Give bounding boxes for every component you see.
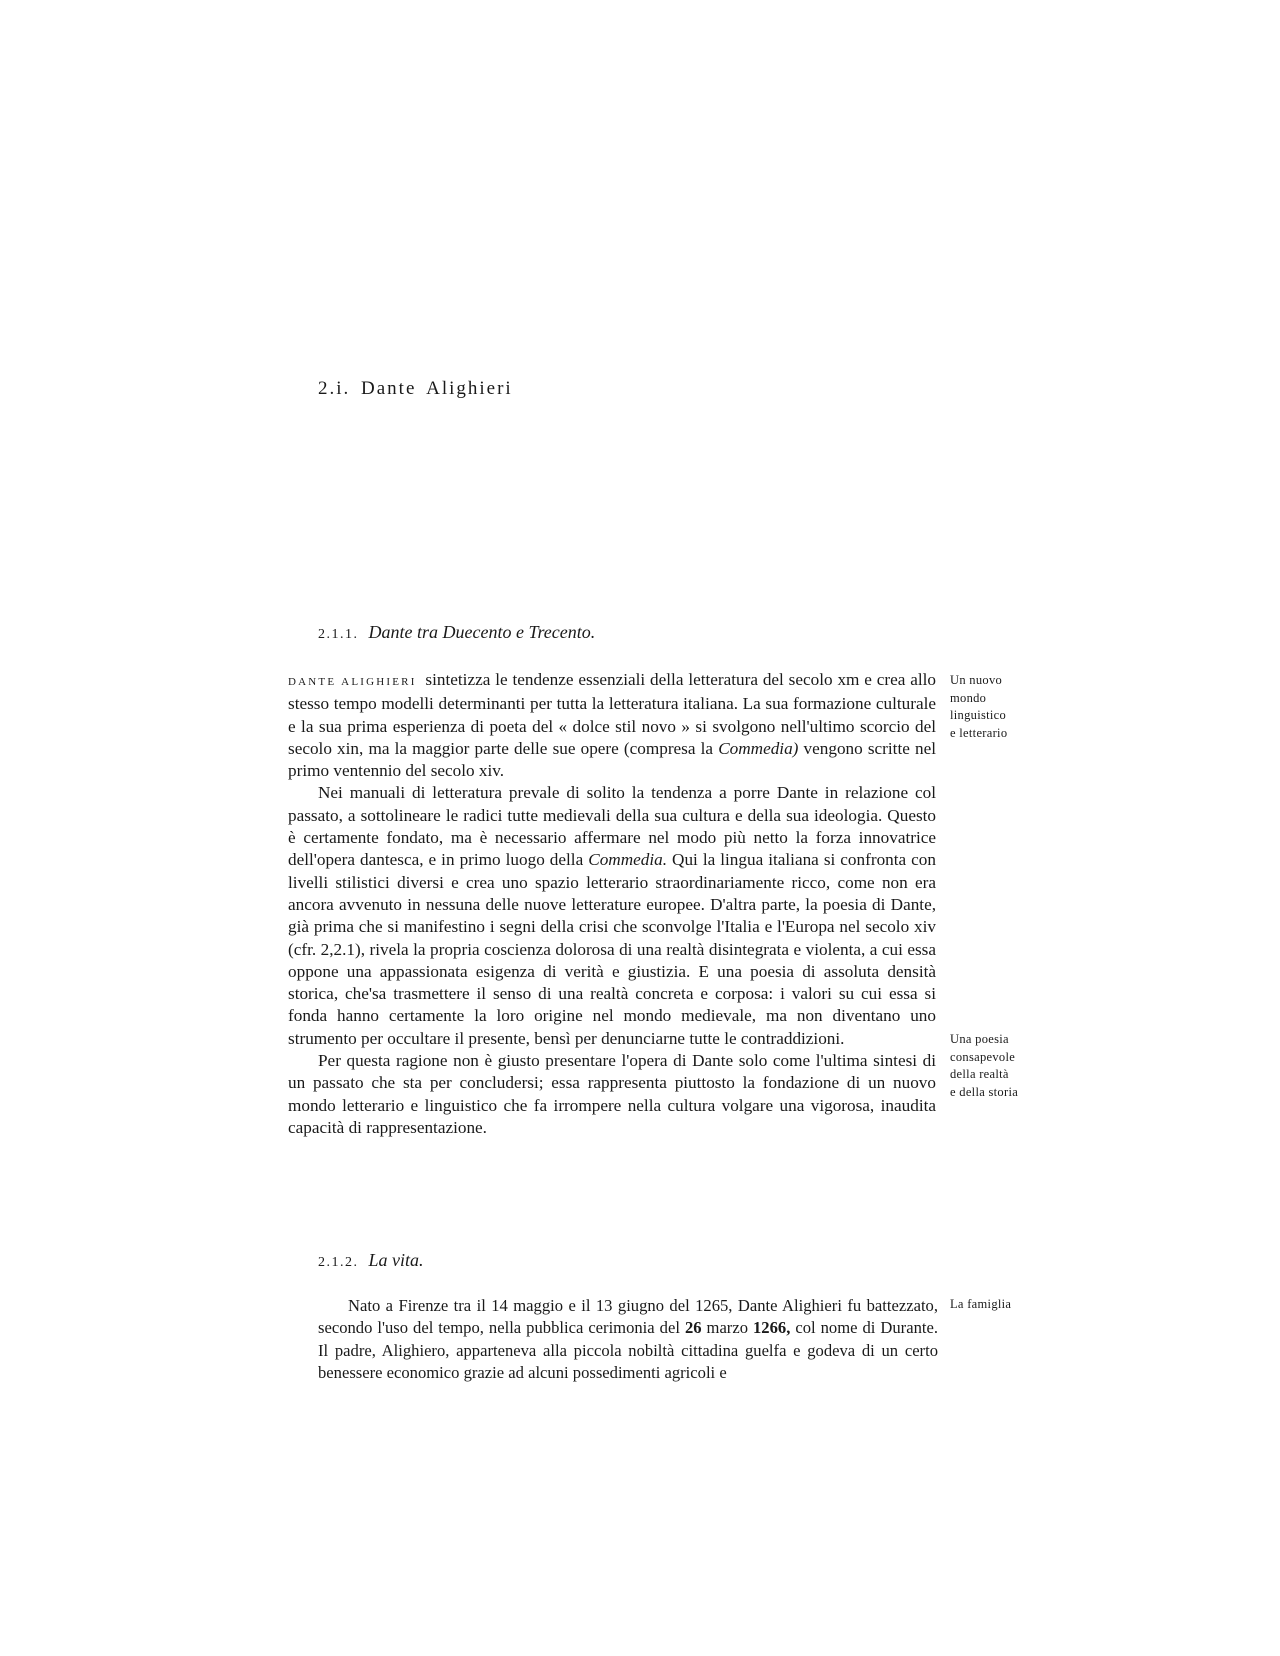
paragraph bbox=[288, 782, 936, 1050]
text-run: Qui la lingua italiana si confronta con livelli stilistici diversi e crea uno spazio letterario straordinariamente ricco, come non era ancora avvenuto in nessuna delle nuove letterature europee. D'altra parte, la poesia di Dante, già prima che si manifestino i segni della crisi che sconvolge l'Italia e l'Europa nel secolo xiv (cfr. 2,2.1), rivela la propria coscienza dolorosa di una realtà disintegrata e violenta, a cui essa oppone una appassionata esigenza di verità e giustizia. E una poesia di assoluta densità storica, che'sa trasmettere il senso di una realtà concreta e corposa: i valori su cui essa si fonda hanno certamente la loro origine nel mondo medievale, ma non diventano uno strumento per occultare il presente, bensì per denunciarne tutte le contraddizioni. bbox=[288, 850, 936, 1048]
margin-note-line: e letterario bbox=[950, 725, 1008, 740]
section-2-body bbox=[318, 1295, 938, 1384]
text-run: Nato a Firenze tra il 14 maggio e il 13 giugno del 1265, Dante Alighieri fu battezzato, secondo l'uso del tempo, nella pubblica cerimonia del bbox=[318, 1296, 938, 1338]
chapter-title: 2.i. Dante Alighieri bbox=[318, 378, 513, 399]
section-number: 2.1.2. bbox=[318, 1255, 359, 1270]
margin-note-1 bbox=[950, 672, 1060, 742]
paragraph bbox=[288, 669, 936, 782]
margin-note-3 bbox=[950, 1296, 1060, 1314]
italic-title: Commedia. bbox=[588, 850, 668, 870]
section-1-body bbox=[288, 669, 936, 1139]
text-run: vengono scritte nel primo ventennio del secolo xiv. bbox=[288, 738, 936, 781]
margin-note-line: Una poesia bbox=[950, 1032, 1009, 1046]
section-heading-1 bbox=[318, 622, 595, 643]
margin-note-line: mondo bbox=[950, 690, 987, 705]
section-title: Dante tra Duecento e Trecento. bbox=[368, 622, 596, 642]
text-run: col nome di Durante. Il padre, Alighiero, apparteneva alla piccola nobiltà cittadina guelfa e godeva di un certo benessere economico grazie ad alcuni possedimenti agricoli e bbox=[318, 1318, 938, 1382]
paragraph bbox=[318, 1295, 938, 1384]
italic-title: Commedia) bbox=[718, 738, 799, 758]
section-heading-2 bbox=[318, 1250, 424, 1271]
text-run: Nei manuali di letteratura prevale di solito la tendenza a porre Dante in relazione col passato, a sottolineare le radici tutte medievali della sua cultura e della sua ideologia. Questo è certamente fondato, ma è necessario affermare nel modo più netto la forza innovatrice dell'opera dantesca, e in primo luogo della bbox=[288, 783, 936, 870]
text-run: sintetizza le tendenze essenziali della letteratura del secolo xm e crea allo stesso tempo modelli determinanti per tutta la letteratura italiana. La sua formazione culturale e la sua prima esperienza di poeta del « dolce stil novo » si svolgono nell'ultimo scorcio del secolo xin, ma la maggior parte delle sue opere (compresa la bbox=[288, 670, 936, 758]
bold-date: 26 bbox=[684, 1318, 702, 1338]
section-title: La vita. bbox=[368, 1250, 424, 1270]
margin-note-line: della realtà bbox=[950, 1067, 1009, 1081]
bold-date: 1266, bbox=[753, 1318, 791, 1338]
paragraph: Per questa ragione non è giusto presentare l'opera di Dante solo come l'ultima sintesi di un passato che sta per concludersi; essa rappresenta piuttosto la fondazione di un nuovo mondo letterario e linguistico che fa irrompere nella cultura volgare una vigorosa, inaudita capacità di rappresentazione. bbox=[288, 1051, 936, 1137]
text-run: marzo bbox=[701, 1318, 753, 1338]
margin-note-line: Un nuovo bbox=[950, 673, 1003, 687]
author-smallcaps: DANTE ALIGHIERI bbox=[288, 676, 417, 688]
section-number: 2.1.1. bbox=[318, 627, 359, 642]
margin-note-line: La famiglia bbox=[950, 1297, 1012, 1311]
margin-note-line: consapevole bbox=[950, 1049, 1016, 1064]
margin-note-line: e della storia bbox=[950, 1084, 1019, 1099]
margin-note-line: linguistico bbox=[950, 708, 1007, 722]
margin-note-2 bbox=[950, 1031, 1060, 1101]
